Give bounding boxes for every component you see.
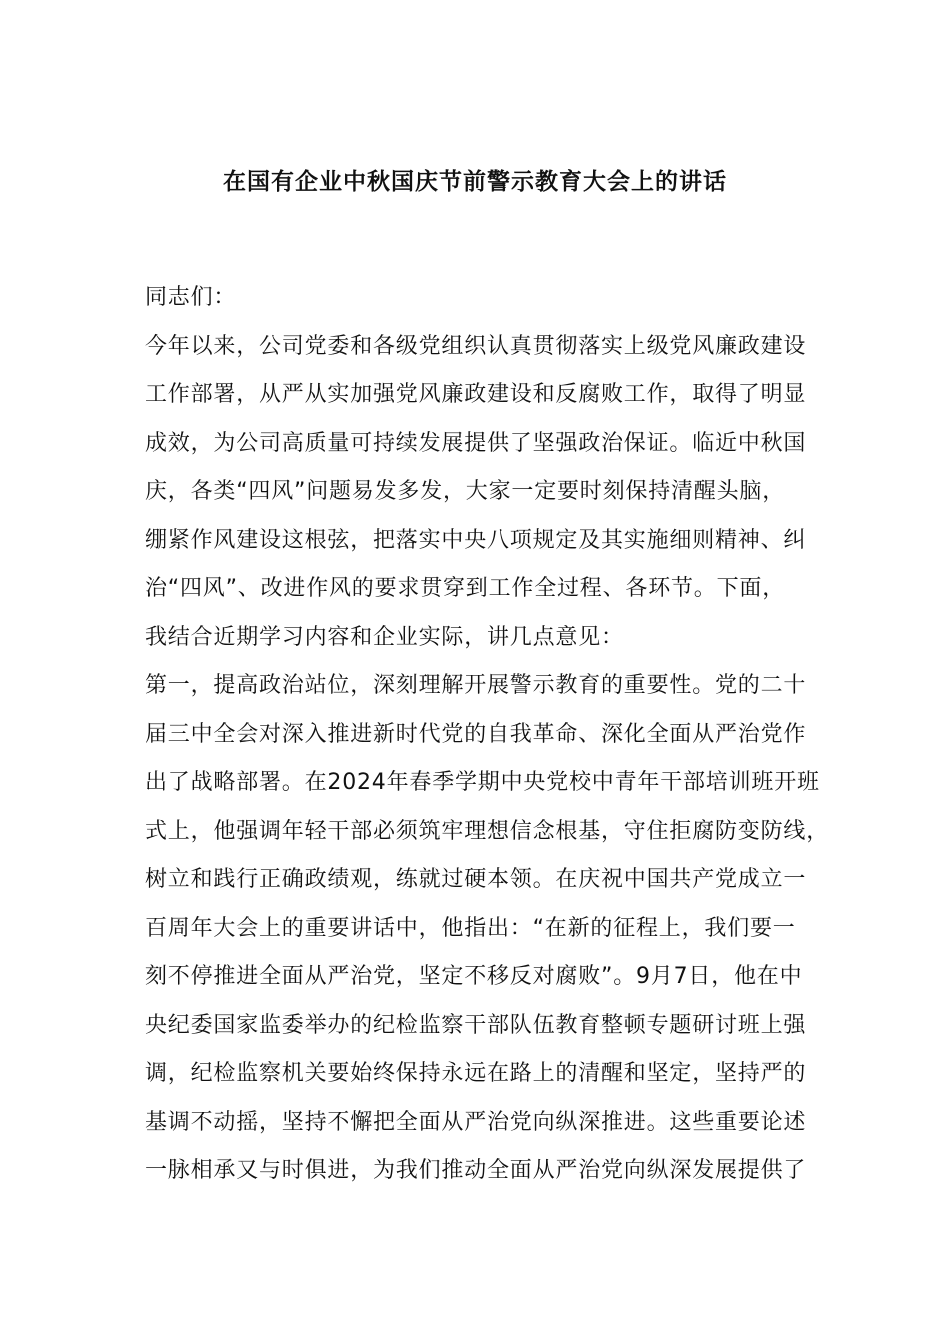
paragraph-line: 基调不动摇，坚持不懈把全面从严治党向纵深推进。这些重要论述 [145, 1109, 807, 1135]
paragraph-line: 成效，为公司高质量可持续发展提供了坚强政治保证。临近中秋国 [145, 430, 807, 456]
paragraph-line: 调，纪检监察机关要始终保持永远在路上的清醒和坚定，坚持严的 [145, 1061, 807, 1086]
paragraph-line: 绷紧作风建设这根弦，把落实中央八项规定及其实施细则精神、纠 [145, 527, 807, 553]
paragraph-line: 央纪委国家监委举办的纪检监察干部队伍教育整顿专题研讨班上强 [145, 1012, 807, 1038]
paragraph-line: 式上，他强调年轻干部必须筑牢理想信念根基，守住拒腐防变防线， [145, 818, 830, 844]
document-title: 在国有企业中秋国庆节前警示教育大会上的讲话 [223, 169, 727, 195]
paragraph-line: 第一，提高政治站位，深刻理解开展警示教育的重要性。党的二十 [145, 673, 807, 698]
paragraph-line: 树立和践行正确政绩观，练就过硬本领。在庆祝中国共产党成立一 [145, 867, 807, 892]
paragraphs [145, 323, 845, 1196]
document-body [145, 274, 845, 1196]
paragraph-line: 今年以来，公司党委和各级党组织认真贯彻落实上级党风廉政建设 [145, 333, 807, 359]
salutation: 同志们： [145, 285, 237, 310]
paragraph-line: 庆，各类“四风”问题易发多发，大家一定要时刻保持清醒头脑， [145, 479, 785, 504]
paragraph-line: 我结合近期学习内容和企业实际，讲几点意见： [145, 624, 624, 650]
paragraph-line: 百周年大会上的重要讲话中，他指出：“在新的征程上，我们要一 [145, 915, 796, 941]
paragraph-line: 刻不停推进全面从严治党，坚定不移反对腐败”。9月7日，他在中 [145, 964, 803, 989]
paragraph-line: 工作部署，从严从实加强党风廉政建设和反腐败工作，取得了明显 [145, 382, 807, 407]
paragraph [145, 323, 845, 663]
paragraph-line: 治“四风”、改进作风的要求贯穿到工作全过程、各环节。下面， [145, 576, 785, 601]
paragraph-line: 一脉相承又与时俱进，为我们推动全面从严治党向纵深发展提供了 [145, 1158, 807, 1183]
paragraph [145, 662, 845, 1196]
paragraph-line: 出了战略部署。在2024年春季学期中央党校中青年干部培训班开班 [145, 770, 820, 795]
paragraph-line: 届三中全会对深入推进新时代党的自我革命、深化全面从严治党作 [145, 721, 807, 747]
